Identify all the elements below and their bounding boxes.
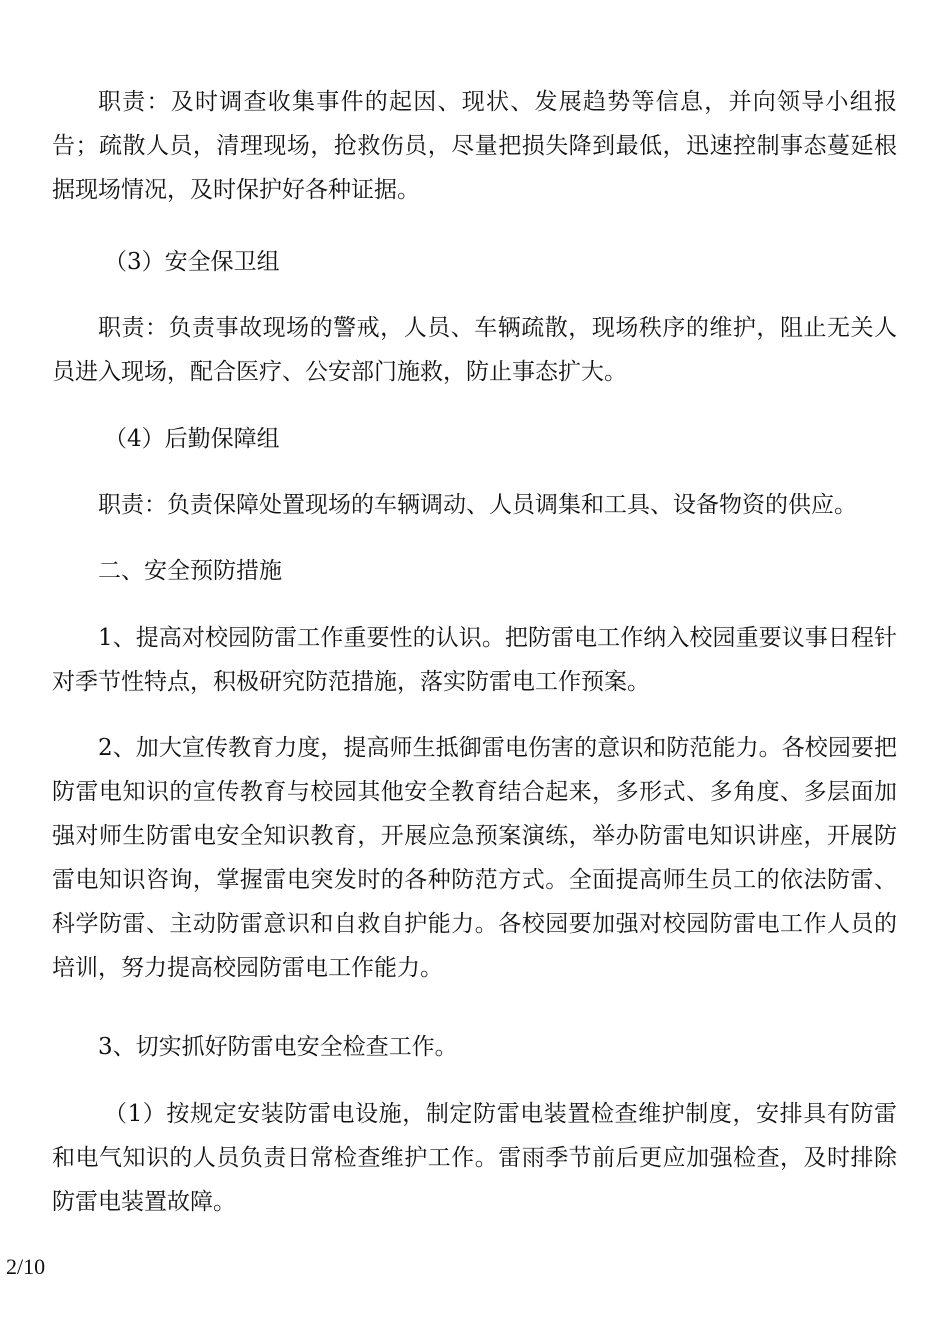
paragraph-measure-3: 3、切实抓好防雷电安全检查工作。 bbox=[98, 1034, 458, 1060]
heading-prevention-measures: 二、安全预防措施 bbox=[98, 558, 282, 584]
page-number: 2/10 bbox=[6, 1254, 46, 1279]
paragraph-measure-2: 2、加大宣传教育力度，提高师生抵御雷电伤害的意识和防范能力。各校园要把防雷电知识的宣传教育与校园其他安全教育结合起来，多形式、多角度、多层面加强对师生防雷电安全知识教育，开展应急预案演练，举办防雷电知识讲座，开展防雷电知识咨询，掌握雷电突发时的各种防范方式。全面提高师生员工的依法防雷、科学防雷、主动防雷意识和自救自护能力。各校园要加强对校园防雷电工作人员的培训，努力提高校园防雷电工作能力。 bbox=[52, 735, 897, 981]
paragraph-security-duties: 职责：负责事故现场的警戒，人员、车辆疏散，现场秩序的维护，阻止无关人员进入现场，配合医疗、公安部门施救，防止事态扩大。 bbox=[52, 315, 897, 385]
heading-security-team: （3）安全保卫组 bbox=[104, 249, 280, 275]
paragraph-measure-1: 1、提高对校园防雷工作重要性的认识。把防雷电工作纳入校园重要议事日程针对季节性特点，积极研究防范措施，落实防雷电工作预案。 bbox=[52, 625, 897, 695]
heading-logistics-team: （4）后勤保障组 bbox=[104, 426, 280, 452]
paragraph-investigation-duties: 职责：及时调查收集事件的起因、现状、发展趋势等信息，并向领导小组报告；疏散人员，清理现场，抢救伤员，尽量把损失降到最低，迅速控制事态蔓延根据现场情况，及时保护好各种证据。 bbox=[52, 89, 897, 203]
paragraph-measure-3-item-1: （1）按规定安装防雷电设施，制定防雷电装置检查维护制度，安排具有防雷和电气知识的人员负责日常检查维护工作。雷雨季节前后更应加强检查，及时排除防雷电装置故障。 bbox=[52, 1101, 897, 1215]
paragraph-logistics-duties: 职责：负责保障处置现场的车辆调动、人员调集和工具、设备物资的供应。 bbox=[98, 492, 857, 518]
